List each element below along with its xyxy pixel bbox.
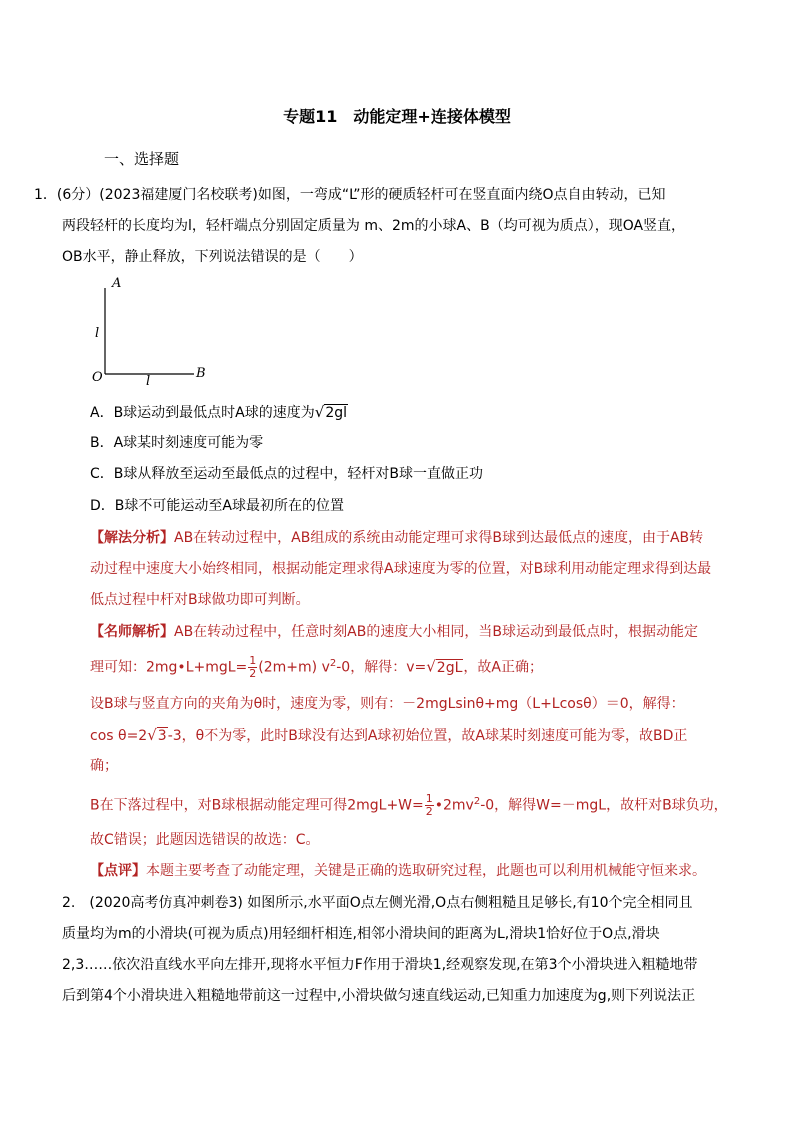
fraction-num: 1 [249, 654, 257, 668]
q2-stem-line-3: 2,3……依次沿直线水平向左排开,现将水平恒力F作用于滑块1,经观察发现,在第3个小滑块进入粗糙地带 [62, 957, 698, 973]
q1-stem-line-3: OB水平，静止释放，下列说法错误的是（ ） [62, 249, 363, 265]
teacher-analysis-line-2: 理可知：2mg•L+mgL= $\frac{1}{2}$ (2m+m) $v^2-0$，解得：v=√2gL，故A正确； [90, 654, 543, 681]
cos-eq-post: -3，θ不为零，此时B球没有达到A球初始位置，故A球某时刻速度可能为零，故BD正 [167, 728, 688, 744]
solution-analysis-tag: 【解法分析】 [90, 530, 174, 546]
label-l-vertical: l [95, 326, 100, 341]
solution-analysis-line-1 [90, 528, 703, 548]
fraction-num-2: 1 [425, 792, 433, 806]
label-l-horizontal: l [146, 374, 151, 389]
eq1-tail: -0，解得：v= [336, 659, 427, 676]
q2-stem-line-1: 2. (2020高考仿真冲刺卷3) 如图所示,水平面O点左侧光滑,O点右侧粗糙且足够长,有10个完全相同且 [62, 895, 693, 911]
option-a-text: A．B球运动到最低点时A球的速度为 [90, 405, 315, 421]
teacher-analysis-tag: 【名师解析】 [90, 624, 174, 640]
teacher-analysis-line-7: 故C错误；此题因选错误的故选：C。 [90, 832, 320, 848]
eq1-lhs: 理可知：2mg•L+mgL= [90, 659, 248, 676]
label-b: B [196, 366, 206, 381]
eq1-mid: (2m+m) v [258, 659, 330, 676]
q1-option-b: B．A球某时刻速度可能为零 [90, 435, 264, 451]
q1-stem-line-1: 1．(6分）(2023福建厦门名校联考)如图，一弯成“L”形的硬质轻杆可在竖直面内绕O点自由转动，已知 [34, 187, 666, 203]
eq1-exp: 2 [329, 658, 337, 669]
teacher-analysis-line-4: cos θ=2√3-3，θ不为零，此时B球没有达到A球初始位置，故A球某时刻速度可能为零，故BD正 [90, 726, 688, 744]
page-title: 专题11 动能定理+连接体模型 [283, 107, 511, 126]
l-shaped-rod-figure [86, 274, 216, 390]
comment-line [90, 861, 706, 881]
q2-stem-line-4: 后到第4个小滑块进入粗糙地带前这一过程中,小滑块做匀速直线运动,已知重力加速度为g,则下列说法正 [62, 988, 696, 1004]
teacher-analysis-text: AB在转动过程中，任意时刻AB的速度大小相同，当B球运动到最低点时，根据动能定 [174, 624, 698, 640]
eq2-exp: 2 [473, 796, 481, 807]
teacher-analysis-line-3: 设B球与竖直方向的夹角为θ时，速度为零，则有：－2mgLsinθ+mg（L+Lcosθ）＝0，解得： [90, 696, 685, 712]
eq1-end: ，故A正确； [463, 659, 543, 676]
q2-stem-line-2: 质量均为m的小滑块(可视为质点)用轻细杆相连,相邻小滑块间的距离为L,滑块1恰好位于O点,滑块 [62, 926, 660, 942]
section-heading: 一、选择题 [104, 150, 180, 168]
label-o: O [92, 370, 103, 385]
cos-eq-pre: cos θ=2 [90, 728, 148, 744]
eq1-radicand: 2gL [436, 659, 463, 676]
option-a-radicand: 2gl [325, 405, 348, 421]
solution-analysis-text: AB在转动过程中，AB组成的系统由动能定理可求得B球到达最低点的速度，由于AB转 [174, 530, 704, 546]
solution-analysis-line-3: 低点过程中杆对B球做功即可判断。 [90, 592, 310, 608]
teacher-analysis-line-6 [90, 792, 728, 818]
fraction-half [248, 655, 257, 680]
label-a: A [112, 276, 122, 291]
fraction-den: 2 [249, 667, 257, 681]
solution-analysis-line-2: 动过程中速度大小始终相同，根据动能定理求得A球速度为零的位置，对B球利用动能定理求得到达最 [90, 561, 712, 577]
comment-tag: 【点评】 [90, 863, 146, 879]
eq2-mid: •2mv [434, 797, 474, 814]
comment-text: 本题主要考查了动能定理，关键是正确的选取研究过程，此题也可以利用机械能守恒来求。 [146, 863, 706, 879]
q1-stem-line-2: 两段轻杆的长度均为l，轻杆端点分别固定质量为 m、2m的小球A、B（均可视为质点），现OA竖直， [62, 218, 686, 234]
q1-option-c: C．B球从释放至运动至最低点的过程中，轻杆对B球一直做正功 [90, 466, 483, 482]
q1-option-a: A．B球运动到最低点时A球的速度为√2gl [90, 403, 348, 421]
q1-option-d: D．B球不可能运动至A球最初所在的位置 [90, 498, 344, 514]
teacher-analysis-line-1 [90, 622, 698, 642]
teacher-analysis-line-5: 确； [90, 758, 118, 774]
fraction-half-2 [425, 793, 434, 818]
eq2-lhs: B在下落过程中，对B球根据动能定理可得2mgL+W= [90, 797, 424, 814]
fraction-den-2: 2 [425, 805, 433, 819]
eq2-post: -0，解得W=－mgL，故杆对B球负功， [480, 797, 728, 814]
cos-eq-radicand: 3 [157, 728, 167, 744]
